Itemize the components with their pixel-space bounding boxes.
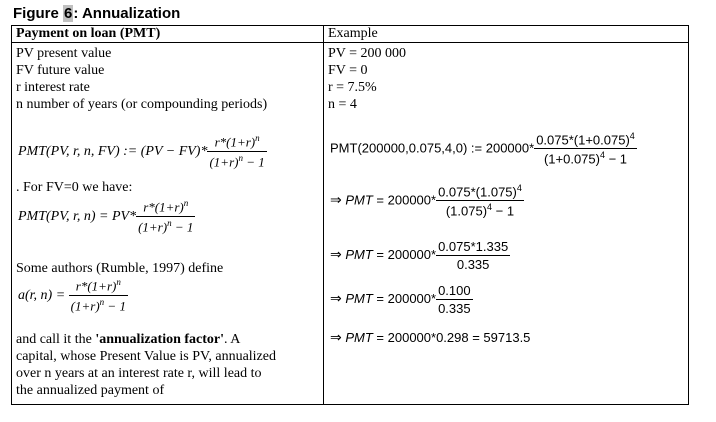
ex3-eq: = 200000* bbox=[372, 246, 437, 262]
explain-line-4: the annualized payment of bbox=[16, 383, 165, 398]
implies-icon: ⇒ bbox=[330, 290, 342, 307]
definition-fv: FV future value bbox=[16, 63, 105, 78]
formula-numerator: r*(1+r) bbox=[214, 134, 256, 150]
example-r: r = 7.5% bbox=[328, 80, 377, 95]
example-formula-2 bbox=[330, 183, 524, 219]
formula-pmt bbox=[18, 133, 267, 171]
formula2-numerator-exponent: n bbox=[183, 198, 189, 208]
left-body bbox=[12, 43, 323, 404]
formula-pmt2-lhs: PMT(PV, r, n) = PV* bbox=[18, 209, 137, 225]
example-formula-5 bbox=[330, 330, 530, 346]
ex2-pmt: PMT bbox=[345, 192, 373, 208]
formula-a-lhs: a(r, n) = bbox=[18, 288, 69, 304]
right-header: Example bbox=[328, 26, 378, 41]
figure-title bbox=[13, 5, 180, 22]
example-fv: FV = 0 bbox=[328, 63, 368, 78]
figure-caption: : Annualization bbox=[73, 5, 181, 22]
example-formula-3 bbox=[330, 239, 510, 272]
ex4-fraction bbox=[436, 283, 473, 316]
ex1-denominator: (1+0.075) bbox=[543, 151, 600, 167]
ex1-denominator-tail: − 1 bbox=[604, 151, 628, 167]
ex3-numerator: 0.075*1.335 bbox=[438, 239, 509, 254]
ex3-fraction bbox=[436, 239, 510, 272]
annualization-table bbox=[11, 25, 689, 405]
ex5-rest: = 200000*0.298 = 59713.5 bbox=[372, 330, 531, 345]
formula-pmt2-fraction bbox=[136, 198, 195, 236]
ex3-pmt: PMT bbox=[345, 246, 373, 262]
implies-icon: ⇒ bbox=[330, 192, 342, 209]
ex2-numerator: 0.075*(1.075) bbox=[438, 184, 517, 200]
ex4-numerator: 0.100 bbox=[438, 283, 471, 298]
ex2-numerator-exponent: 4 bbox=[516, 183, 522, 193]
example-n: n = 4 bbox=[328, 97, 357, 112]
explain-line-2: capital, whose Present Value is PV, annualized bbox=[16, 349, 276, 364]
formula3-numerator-exponent: n bbox=[116, 277, 121, 287]
example-pv: PV = 200 000 bbox=[328, 46, 407, 61]
formula2-denominator-exponent: n bbox=[167, 218, 172, 229]
ex1-fraction bbox=[534, 131, 637, 167]
ex2-denominator-tail: − 1 bbox=[492, 203, 515, 219]
right-header-cell bbox=[324, 26, 689, 43]
ex4-eq: = 200000* bbox=[372, 290, 437, 306]
authors-text: Some authors (Rumble, 1997) define bbox=[16, 261, 224, 276]
ex5-pmt: PMT bbox=[345, 330, 373, 345]
figure-number: 6 bbox=[64, 5, 73, 22]
figure-prefix: Figure bbox=[13, 5, 64, 22]
formula3-numerator: r*(1+r) bbox=[75, 278, 117, 294]
example-formula-1 bbox=[330, 131, 637, 167]
formula-a-fraction bbox=[69, 277, 128, 315]
ex1-lhs: PMT(200000,0.075,4,0) := 200000* bbox=[330, 140, 535, 156]
formula3-denominator: (1+r) bbox=[70, 298, 100, 314]
ex1-denominator-exponent: 4 bbox=[599, 150, 605, 161]
formula2-numerator: r*(1+r) bbox=[143, 199, 184, 215]
ex2-fraction bbox=[436, 183, 524, 219]
explain-text-b: . A bbox=[224, 332, 241, 347]
ex1-numerator: 0.075*(1+0.075) bbox=[536, 132, 630, 148]
formula3-denominator-tail: − 1 bbox=[104, 298, 126, 314]
formula-denominator-tail: − 1 bbox=[242, 154, 265, 170]
ex2-denominator-exponent: 4 bbox=[487, 202, 493, 213]
ex1-numerator-exponent: 4 bbox=[629, 131, 635, 141]
ex3-denominator: 0.335 bbox=[456, 257, 490, 272]
formula-denominator: (1+r) bbox=[209, 154, 239, 170]
right-body-cell bbox=[324, 43, 689, 405]
formula-pmt-lhs: PMT(PV, r, n, FV) := (PV − FV)* bbox=[18, 144, 208, 160]
definition-pv: PV present value bbox=[16, 46, 112, 61]
explain-line-3: over n years at an interest rate r, will lead to bbox=[16, 366, 262, 381]
definition-r: r interest rate bbox=[16, 80, 90, 95]
formula-pmt2 bbox=[18, 198, 195, 236]
formula-numerator-exponent: n bbox=[255, 133, 260, 143]
ex2-eq: = 200000* bbox=[372, 192, 437, 208]
ex4-denominator: 0.335 bbox=[438, 301, 471, 316]
ex2-denominator: (1.075) bbox=[445, 203, 488, 219]
annualization-factor-term: 'annualization factor' bbox=[95, 332, 225, 347]
formula-denominator-exponent: n bbox=[238, 153, 243, 164]
definition-n: n number of years (or compounding periods) bbox=[16, 97, 268, 112]
formula3-denominator-exponent: n bbox=[99, 297, 105, 308]
explain-text-a: and call it the bbox=[16, 332, 96, 347]
ex4-pmt: PMT bbox=[345, 290, 373, 306]
right-body bbox=[324, 43, 688, 404]
implies-icon: ⇒ bbox=[330, 246, 342, 263]
left-header-cell bbox=[12, 26, 324, 43]
formula-pmt-fraction bbox=[207, 133, 266, 171]
fv-zero-text: . For FV=0 we have: bbox=[16, 180, 133, 195]
left-header: Payment on loan (PMT) bbox=[16, 26, 161, 41]
left-body-cell bbox=[12, 43, 324, 405]
implies-icon: ⇒ bbox=[330, 330, 342, 346]
explain-line-1 bbox=[16, 331, 240, 348]
example-formula-4 bbox=[330, 283, 473, 316]
formula2-denominator-tail: − 1 bbox=[171, 219, 194, 235]
formula-annualization-factor bbox=[18, 277, 128, 315]
formula2-denominator: (1+r) bbox=[138, 219, 168, 235]
